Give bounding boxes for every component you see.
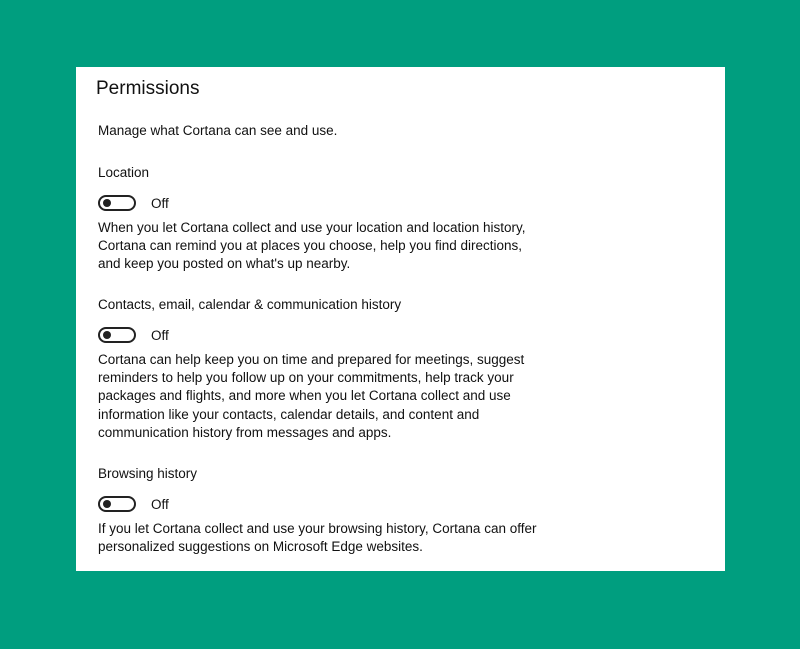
browsing-history-description: If you let Cortana collect and use your browsing history, Cortana can offer personalized suggestions on Microsoft Edge websites. xyxy=(98,521,537,555)
toggle-knob xyxy=(103,500,111,508)
browsing-history-label: Browsing history xyxy=(98,466,198,481)
contacts-section xyxy=(98,296,558,442)
location-toggle-state: Off xyxy=(151,195,169,211)
browsing-history-toggle-state: Off xyxy=(151,496,169,512)
location-toggle[interactable] xyxy=(98,195,136,211)
contacts-toggle-state: Off xyxy=(151,327,169,343)
toggle-knob xyxy=(103,199,111,207)
location-description: When you let Cortana collect and use your location and location history, Cortana can remind you at places you choose, help you find directions, and keep you posted on what's up nearby. xyxy=(98,220,526,272)
browsing-history-section xyxy=(98,465,558,556)
location-section xyxy=(98,164,558,274)
contacts-label: Contacts, email, calendar & communication history xyxy=(98,297,402,312)
permissions-panel xyxy=(76,67,725,571)
page-title: Permissions xyxy=(96,78,200,99)
contacts-toggle-row xyxy=(98,324,558,346)
browsing-history-toggle-row xyxy=(98,493,558,515)
location-toggle-row xyxy=(98,192,558,214)
contacts-toggle[interactable] xyxy=(98,327,136,343)
browsing-history-toggle[interactable] xyxy=(98,496,136,512)
toggle-knob xyxy=(103,331,111,339)
intro-text: Manage what Cortana can see and use. xyxy=(98,123,338,138)
contacts-description: Cortana can help keep you on time and prepared for meetings, suggest reminders to help you follow up on your commitments, help track your packages and flights, and more when you let Cortana collect and use information like your contacts, calendar details, and content and communication history from messages and apps. xyxy=(98,352,525,440)
location-label: Location xyxy=(98,165,150,180)
